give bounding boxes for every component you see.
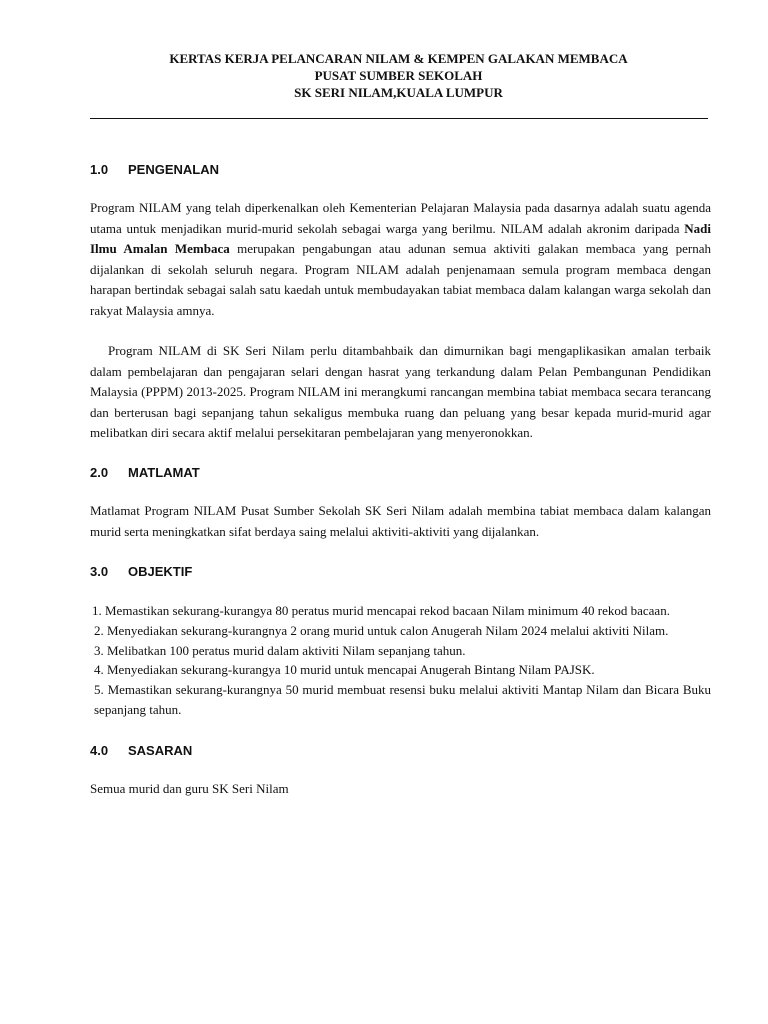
target-paragraph: Semua murid dan guru SK Seri Nilam xyxy=(90,781,289,796)
intro-paragraph-2: Program NILAM di SK Seri Nilam perlu ditambahbaik dan dimurnikan bagi mengaplikasikan amalan terbaik dalam pembelajaran dan pengajaran selari dengan hasrat yang terkandung dalam Pelan Pembangunan Pendidikan Malaysia (PPPM) 2013-2025. Program NILAM ini merangkumi rancangan membina tabiat membaca secara terancang dan berterusan bagi sepanjang tahun sekaligus membuka ruang dan peluang yang besar kepada murid-murid agar melibatkan diri secara aktif melalui persekitaran pembelajaran yang menyeronokkan. xyxy=(90,343,711,441)
list-item: 4. Menyediakan sekurang-kurangya 10 murid untuk mencapai Anugerah Bintang Nilam PAJSK. xyxy=(94,662,595,678)
header-title: KERTAS KERJA PELANCARAN NILAM & KEMPEN GALAKAN MEMBACA xyxy=(169,51,628,66)
intro-bold-term: Nadi Ilmu Amalan Membaca xyxy=(90,220,711,257)
intro-paragraph-1 xyxy=(90,198,711,322)
header-subtitle: PUSAT SUMBER SEKOLAH xyxy=(314,68,483,83)
goal-paragraph: Matlamat Program NILAM Pusat Sumber Sekolah SK Seri Nilam adalah membina tabiat membaca dalam kalangan murid serta meningkatkan sifat berdaya saing melalui aktiviti-aktiviti yang dijalankan. xyxy=(90,503,711,539)
intro-text-1: Program NILAM yang telah diperkenalkan oleh Kementerian Pelajaran Malaysia pada dasarnya adalah suatu agenda utama untuk menjadikan murid-murid sekolah sebagai warga yang berilmu. NILAM adalah akronim daripada xyxy=(90,200,711,236)
document-header xyxy=(90,50,707,101)
section-title: SASARAN xyxy=(128,743,193,758)
section-heading-goal xyxy=(90,465,200,480)
list-item: 1. Memastikan sekurang-kurangya 80 peratus murid mencapai rekod bacaan Nilam minimum 40 rekod bacaan. xyxy=(92,603,670,618)
header-divider xyxy=(90,118,708,119)
section-title: PENGENALAN xyxy=(128,162,220,177)
section-heading-target xyxy=(90,743,192,758)
section-number: 2.0 xyxy=(90,465,109,480)
intro-text-2: merupakan pengabungan atau adunan semua aktiviti galakan membaca yang pernah dijalankan di sekolah seluruh negara. Program NILAM adalah penjenamaan semula program membaca dengan harapan bertindak sebagai salah satu kaedah untuk membudayakan tabiat membaca dalam kalangan warga sekolah dan rakyat Malaysia amnya. xyxy=(90,241,711,318)
section-number: 1.0 xyxy=(90,162,109,177)
section-title: MATLAMAT xyxy=(128,465,200,480)
section-number: 3.0 xyxy=(90,564,109,579)
objectives-list xyxy=(92,601,711,720)
list-item: 2. Menyediakan sekurang-kurangnya 2 orang murid untuk calon Anugerah Nilam 2024 melalui aktiviti Nilam. xyxy=(94,622,669,638)
list-item: 3. Melibatkan 100 peratus murid dalam aktiviti Nilam sepanjang tahun. xyxy=(94,642,466,658)
section-title: OBJEKTIF xyxy=(128,564,193,579)
list-item: 5. Memastikan sekurang-kurangnya 50 murid membuat resensi buku melalui aktiviti Mantap Nilam dan Bicara Buku sepanjang tahun. xyxy=(94,682,711,717)
section-heading-intro xyxy=(90,162,219,177)
section-heading-objectives xyxy=(90,564,192,579)
section-number: 4.0 xyxy=(90,743,109,758)
header-school: SK SERI NILAM,KUALA LUMPUR xyxy=(294,85,503,100)
